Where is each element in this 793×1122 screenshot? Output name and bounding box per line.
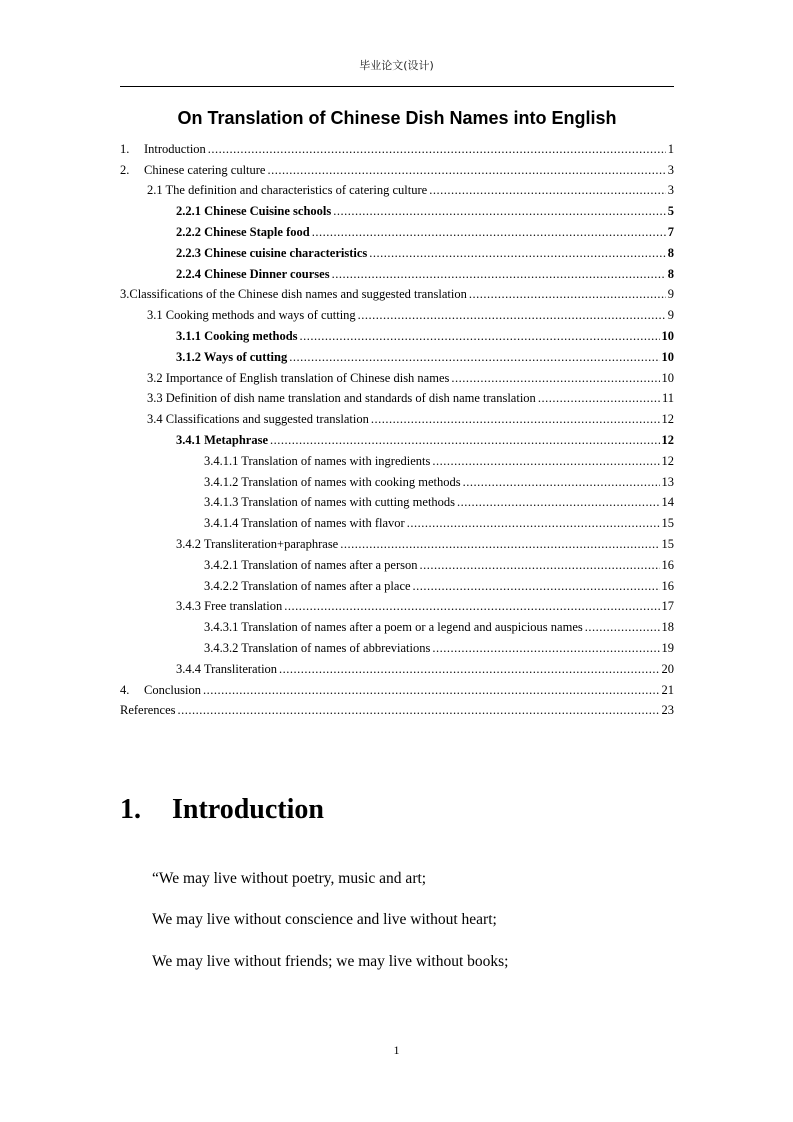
toc-entry-label: 3.1.2 Ways of cutting <box>176 349 288 364</box>
toc-entry[interactable] <box>120 222 674 243</box>
toc-entry[interactable] <box>120 181 674 202</box>
page-number: 1 <box>393 1043 400 1057</box>
toc-entry[interactable] <box>120 451 674 472</box>
toc-entry[interactable] <box>120 638 674 659</box>
toc-entry-page: 3 <box>667 183 674 198</box>
toc-entry-label: 3.4 Classifications and suggested translation <box>147 412 369 427</box>
toc-entry-page: 10 <box>661 370 674 385</box>
toc-dot-leader <box>407 516 660 531</box>
page-header: 毕业论文(设计) <box>359 59 434 72</box>
toc-entry[interactable] <box>120 701 674 722</box>
toc-entry-label: 3.4.3 Free translation <box>176 599 283 614</box>
toc-entry-page: 14 <box>661 495 674 510</box>
toc-entry-page: 18 <box>661 620 674 635</box>
toc-entry[interactable] <box>120 472 674 493</box>
toc-entry-label: References <box>120 703 176 718</box>
toc-dot-leader <box>289 350 659 365</box>
toc-entry-label: 3.4.1.4 Translation of names with flavor <box>204 516 405 531</box>
toc-entry[interactable] <box>120 243 674 264</box>
toc-entry-label: 2.2.2 Chinese Staple food <box>176 225 310 240</box>
toc-dot-leader <box>333 204 666 219</box>
toc-entry[interactable] <box>120 430 674 451</box>
toc-entry-label: 3.1.1 Cooking methods <box>176 329 298 344</box>
toc-entry-label: 3.4.1 Metaphrase <box>176 433 268 448</box>
toc-entry-page: 21 <box>661 682 674 697</box>
toc-entry-label: 2.2.3 Chinese cuisine characteristics <box>176 245 368 260</box>
toc-entry-label: 3.4.2.1 Translation of names after a person <box>204 557 418 572</box>
toc-entry[interactable] <box>120 201 674 222</box>
toc-entry-page: 17 <box>661 599 674 614</box>
toc-entry[interactable] <box>120 493 674 514</box>
toc-entry[interactable] <box>120 139 674 160</box>
toc-entry-label: 3.Classifications of the Chinese dish names and suggested translation <box>120 287 467 302</box>
quote-line: We may live without conscience and live without heart; <box>152 911 497 928</box>
toc-entry-label: 3.4.1.2 Translation of names with cooking methods <box>204 474 461 489</box>
toc-entry-page: 12 <box>661 433 674 448</box>
toc-dot-leader <box>413 579 660 594</box>
toc-entry-page: 8 <box>667 266 674 281</box>
toc-entry[interactable] <box>120 659 674 680</box>
toc-entry[interactable] <box>120 555 674 576</box>
toc-entry[interactable] <box>120 389 674 410</box>
toc-entry[interactable] <box>120 326 674 347</box>
toc-dot-leader <box>429 183 666 198</box>
toc-dot-leader <box>279 662 659 677</box>
toc-entry-label: 3.4.2.2 Translation of names after a place <box>204 578 411 593</box>
toc-dot-leader <box>358 308 666 323</box>
toc-dot-leader <box>203 683 660 698</box>
toc-entry-label: 3.1 Cooking methods and ways of cutting <box>147 308 356 323</box>
toc-entry-page: 3 <box>667 162 674 177</box>
toc-entry[interactable] <box>120 680 674 701</box>
toc-dot-leader <box>432 641 659 656</box>
toc-dot-leader <box>420 558 660 573</box>
toc-entry-page: 16 <box>661 557 674 572</box>
toc-dot-leader <box>208 142 666 157</box>
toc-entry-label: Introduction <box>144 141 206 156</box>
toc-entry-page: 1 <box>667 141 674 156</box>
toc-entry-label: 2.2.4 Chinese Dinner courses <box>176 266 330 281</box>
toc-dot-leader <box>585 620 660 635</box>
toc-dot-leader <box>457 495 659 510</box>
toc-entry-page: 13 <box>661 474 674 489</box>
toc-entry[interactable] <box>120 534 674 555</box>
toc-entry-page: 10 <box>661 329 674 344</box>
toc-entry[interactable] <box>120 285 674 306</box>
toc-entry-label: Conclusion <box>144 682 201 697</box>
toc-entry-page: 10 <box>661 349 674 364</box>
table-of-contents <box>120 139 674 721</box>
toc-entry-label: 3.4.1.1 Translation of names with ingredients <box>204 453 431 468</box>
toc-entry-label: Chinese catering culture <box>144 162 266 177</box>
toc-entry-page: 12 <box>661 453 674 468</box>
toc-entry-label: 3.4.3.1 Translation of names after a poem or a legend and auspicious names <box>204 620 583 635</box>
toc-entry-label: 3.3 Definition of dish name translation and standards of dish name translation <box>147 391 536 406</box>
document-title: On Translation of Chinese Dish Names into English <box>177 108 617 128</box>
toc-entry-page: 11 <box>661 391 674 406</box>
toc-entry[interactable] <box>120 597 674 618</box>
toc-dot-leader <box>312 225 666 240</box>
toc-entry[interactable] <box>120 409 674 430</box>
toc-entry-page: 9 <box>667 287 674 302</box>
toc-dot-leader <box>469 287 666 302</box>
toc-dot-leader <box>369 246 665 261</box>
quote-line: “We may live without poetry, music and art; <box>152 870 427 887</box>
toc-entry-label: 3.4.4 Transliteration <box>176 661 278 676</box>
toc-dot-leader <box>270 433 660 448</box>
toc-entry-page: 9 <box>667 308 674 323</box>
toc-dot-leader <box>432 454 659 469</box>
toc-dot-leader <box>451 371 659 386</box>
toc-entry-label: 3.4.3.2 Translation of names of abbreviations <box>204 641 431 656</box>
toc-dot-leader <box>284 599 659 614</box>
toc-dot-leader <box>340 537 659 552</box>
section-number: 1. <box>120 794 141 825</box>
toc-entry[interactable] <box>120 347 674 368</box>
section-heading <box>120 792 324 828</box>
toc-entry-number: 2. <box>120 162 130 177</box>
toc-entry[interactable] <box>120 576 674 597</box>
toc-entry-number: 4. <box>120 682 130 697</box>
toc-entry-page: 15 <box>661 537 674 552</box>
toc-entry-page: 15 <box>661 516 674 531</box>
toc-entry-label: 2.2.1 Chinese Cuisine schools <box>176 204 332 219</box>
toc-entry-page: 7 <box>667 225 674 240</box>
toc-entry-page: 16 <box>661 578 674 593</box>
toc-entry-label: 3.4.2 Transliteration+paraphrase <box>176 537 339 552</box>
toc-entry-page: 12 <box>661 412 674 427</box>
toc-entry[interactable] <box>120 513 674 534</box>
toc-entry-page: 23 <box>661 703 674 718</box>
toc-entry-label: 3.4.1.3 Translation of names with cutting methods <box>204 495 456 510</box>
section-title: Introduction <box>172 794 324 825</box>
toc-dot-leader <box>267 163 665 178</box>
toc-entry-page: 8 <box>667 245 674 260</box>
toc-entry[interactable] <box>120 617 674 638</box>
toc-dot-leader <box>538 391 660 406</box>
toc-entry[interactable] <box>120 305 674 326</box>
toc-entry-page: 19 <box>661 641 674 656</box>
toc-entry-label: 2.1 The definition and characteristics of catering culture <box>147 183 428 198</box>
toc-entry[interactable] <box>120 264 674 285</box>
toc-entry[interactable] <box>120 160 674 181</box>
toc-entry-number: 1. <box>120 141 130 156</box>
toc-dot-leader <box>300 329 660 344</box>
toc-entry-page: 20 <box>661 661 674 676</box>
toc-entry[interactable] <box>120 368 674 389</box>
toc-dot-leader <box>463 475 660 490</box>
toc-entry-page: 5 <box>667 204 674 219</box>
toc-dot-leader <box>178 703 660 718</box>
quote-line: We may live without friends; we may live without books; <box>152 953 509 970</box>
toc-entry-label: 3.2 Importance of English translation of Chinese dish names <box>147 370 450 385</box>
header-rule <box>120 86 674 87</box>
toc-dot-leader <box>371 412 660 427</box>
toc-dot-leader <box>332 267 666 282</box>
